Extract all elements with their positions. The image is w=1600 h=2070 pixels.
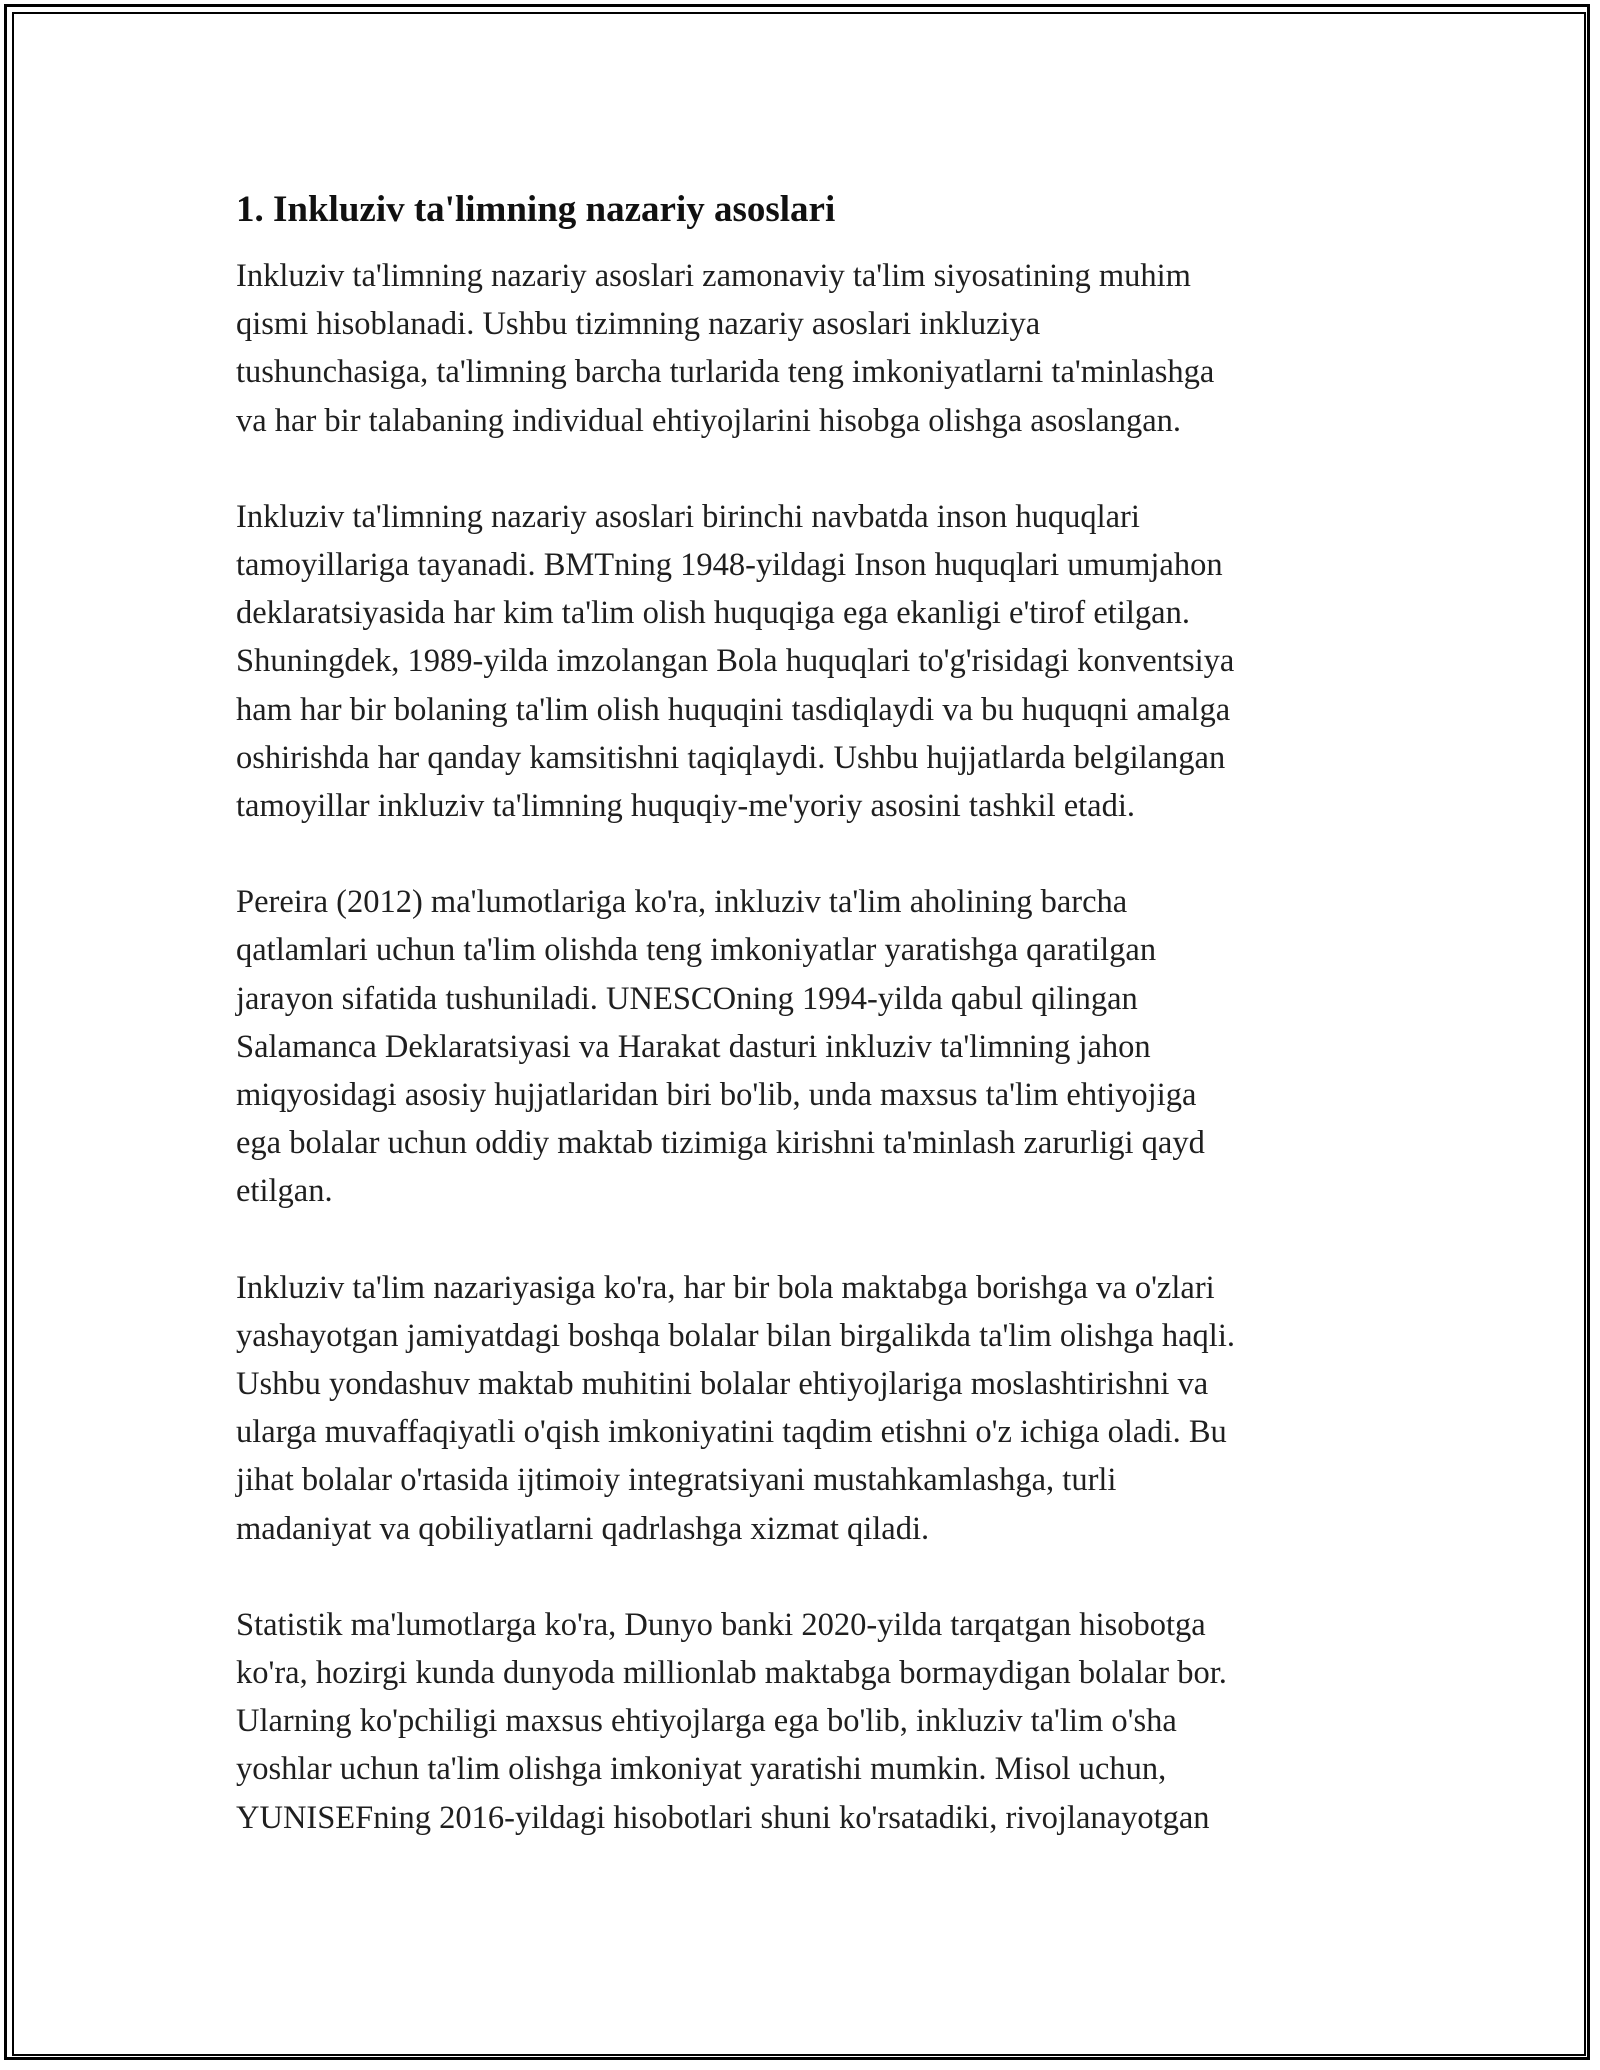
text-line: jihat bolalar o'rtasida ijtimoiy integratsiyani mustahkamlashga, turli [236, 1462, 1117, 1499]
text-line: Statistik ma'lumotlarga ko'ra, Dunyo banki 2020-yilda tarqatgan hisobotga [236, 1606, 1206, 1643]
document-body [236, 186, 1376, 1890]
text-line: Inkluziv ta'limning nazariy asoslari zamonaviy ta'lim siyosatining muhim [236, 258, 1191, 294]
text-line: oshirishda har qanday kamsitishni taqiqlaydi. Ushbu hujjatlarda belgilangan [236, 739, 1226, 776]
text-line: Ularning ko'pchiligi maxsus ehtiyojlarga ega bo'lib, inkluziv ta'lim o'sha [236, 1703, 1177, 1740]
paragraph-5 [236, 1601, 1376, 1842]
paragraph-4 [236, 1264, 1376, 1553]
paragraph-2 [236, 493, 1376, 830]
text-line: yoshlar uchun ta'lim olishga imkoniyat yaratishi mumkin. Misol uchun, [236, 1751, 1167, 1788]
text-line: va har bir talabaning individual ehtiyojlarini hisobga olishga asoslangan. [236, 402, 1181, 439]
text-line: ularga muvaffaqiyatli o'qish imkoniyatini taqdim etishni o'z ichiga oladi. Bu [236, 1414, 1227, 1451]
text-line: qatlamlari uchun ta'lim olishda teng imkoniyatlar yaratishga qaratilgan [236, 932, 1157, 969]
text-line: ega bolalar uchun oddiy maktab tizimiga kirishni ta'minlash zarurligi qayd [236, 1125, 1205, 1162]
text-line: Inkluziv ta'limning nazariy asoslari birinchi navbatda inson huquqlari [236, 498, 1140, 535]
text-line: Pereira (2012) ma'lumotlariga ko'ra, inkluziv ta'lim aholining barcha [236, 884, 1128, 921]
text-line: ham har bir bolaning ta'lim olish huquqini tasdiqlaydi va bu huquqni amalga [236, 691, 1231, 728]
text-line: qismi hisoblanadi. Ushbu tizimning nazariy asoslari inkluziya [236, 306, 1041, 343]
text-line: deklaratsiyasida har kim ta'lim olish huquqiga ega ekanligi e'tirof etilgan. [236, 595, 1190, 632]
text-line: yashayotgan jamiyatdagi boshqa bolalar bilan birgalikda ta'lim olishga haqli. [236, 1317, 1235, 1354]
text-line: miqyosidagi asosiy hujjatlaridan biri bo'lib, unda maxsus ta'lim ehtiyojiga [236, 1077, 1197, 1114]
text-line: jarayon sifatida tushuniladi. UNESCOning 1994-yilda qabul qilingan [236, 980, 1138, 1017]
text-line: Inkluziv ta'lim nazariyasiga ko'ra, har bir bola maktabga borishga va o'zlari [236, 1269, 1215, 1306]
paragraph-1 [236, 252, 1376, 445]
paragraph-3 [236, 878, 1376, 1215]
text-line: madaniyat va qobiliyatlarni qadrlashga xizmat qiladi. [236, 1510, 930, 1547]
text-line: Ushbu yondashuv maktab muhitini bolalar ehtiyojlariga moslashtirishni va [236, 1366, 1209, 1403]
text-line: Salamanca Deklaratsiyasi va Harakat dasturi inkluziv ta'limning jahon [236, 1028, 1151, 1065]
text-line: ko'ra, hozirgi kunda dunyoda millionlab maktabga bormaydigan bolalar bor. [236, 1655, 1227, 1692]
text-line: Shuningdek, 1989-yilda imzolangan Bola huquqlari to'g'risidagi konventsiya [236, 643, 1235, 680]
text-line: tamoyillar inkluziv ta'limning huquqiy-me'yoriy asosini tashkil etadi. [236, 788, 1136, 825]
section-heading: 1. Inkluziv ta'limning nazariy asoslari [236, 189, 836, 230]
text-line: tushunchasiga, ta'limning barcha turlarida teng imkoniyatlarni ta'minlashga [236, 354, 1215, 391]
text-line: YUNISEFning 2016-yildagi hisobotlari shuni ko'rsatadiki, rivojlanayotgan [236, 1799, 1210, 1836]
text-line: etilgan. [236, 1173, 333, 1210]
text-line: tamoyillariga tayanadi. BMTning 1948-yildagi Inson huquqlari umumjahon [236, 547, 1223, 584]
